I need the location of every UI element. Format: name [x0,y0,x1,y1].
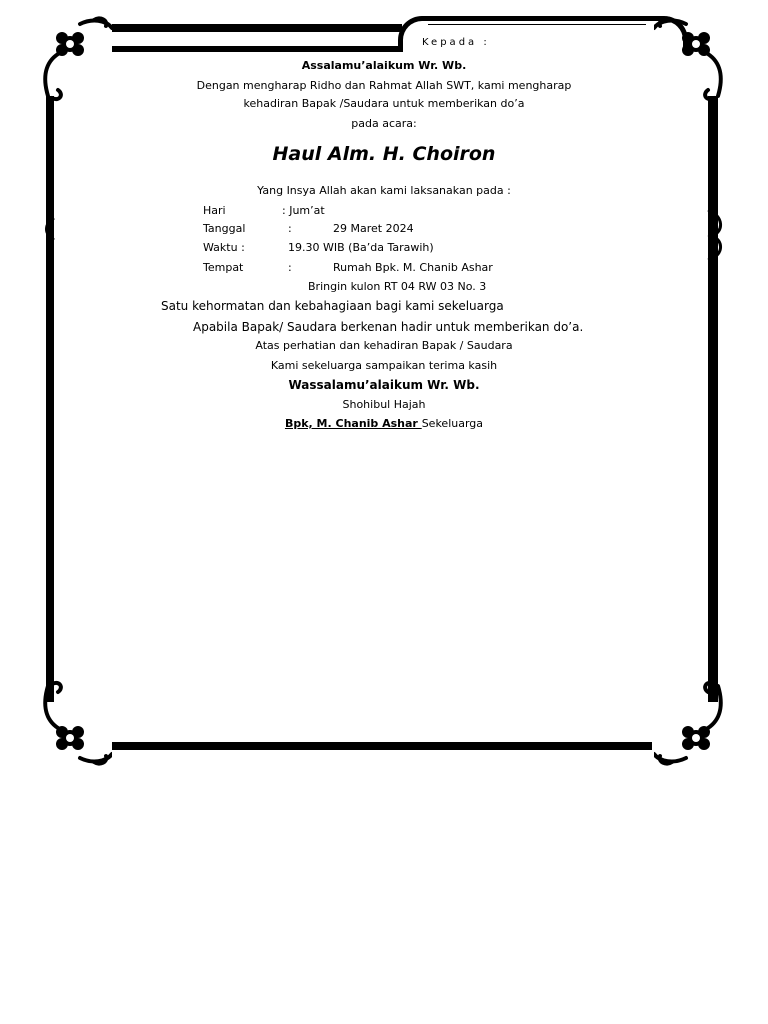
detail-label-time: Waktu : [203,241,245,254]
side-flourish-icon [42,216,56,242]
side-flourish-icon [704,206,728,264]
event-title: Haul Alm. H. Choiron [272,143,496,165]
schedule-intro: Yang Insya Allah akan kami laksanakan pada : [257,184,511,197]
corner-flourish-icon [654,678,726,768]
detail-value-day: : Jum’at [282,204,325,217]
closing-line-4: Kami sekeluarga sampaikan terima kasih [270,359,498,372]
intro-line-1: Dengan mengharap Ridho dan Rahmat Allah SWT, kami mengharap [196,79,572,92]
detail-value-date: 29 Maret 2024 [333,222,414,235]
host-suffix: Sekeluarga [421,417,484,430]
closing-line-2: Apabila Bapak/ Saudara berkenan hadir untuk memberikan do’a. [193,320,584,334]
recipient-label-line [428,24,646,25]
frame-bottom-border [112,742,652,750]
detail-value-time: 19.30 WIB (Ba’da Tarawih) [288,241,434,254]
detail-sep-place: : [288,261,292,274]
detail-label-place: Tempat [203,261,244,274]
greeting: Assalamu’alaikum Wr. Wb. [301,59,467,72]
intro-line-2: kehadiran Bapak /Saudara untuk memberikan do’a [243,97,525,110]
detail-label-day: Hari [203,204,226,217]
address-line: Bringin kulon RT 04 RW 03 No. 3 [308,280,487,293]
intro-line-3: pada acara: [351,117,417,130]
host-signature [0,417,768,430]
corner-flourish-icon [40,678,112,768]
farewell: Wassalamu’alaikum Wr. Wb. [288,378,480,392]
frame-top-border [112,24,402,32]
host-label: Shohibul Hajah [342,398,426,411]
closing-line-1: Satu kehormatan dan kebahagiaan bagi kami sekeluarga [161,299,504,313]
recipient-label-text: Kepada : [422,37,490,48]
detail-sep-date: : [288,222,292,235]
closing-line-3: Atas perhatian dan kehadiran Bapak / Saudara [255,339,513,352]
detail-value-place: Rumah Bpk. M. Chanib Ashar [333,261,493,274]
detail-label-date: Tanggal [203,222,246,235]
host-name: Bpk, M. Chanib Ashar [284,417,422,430]
